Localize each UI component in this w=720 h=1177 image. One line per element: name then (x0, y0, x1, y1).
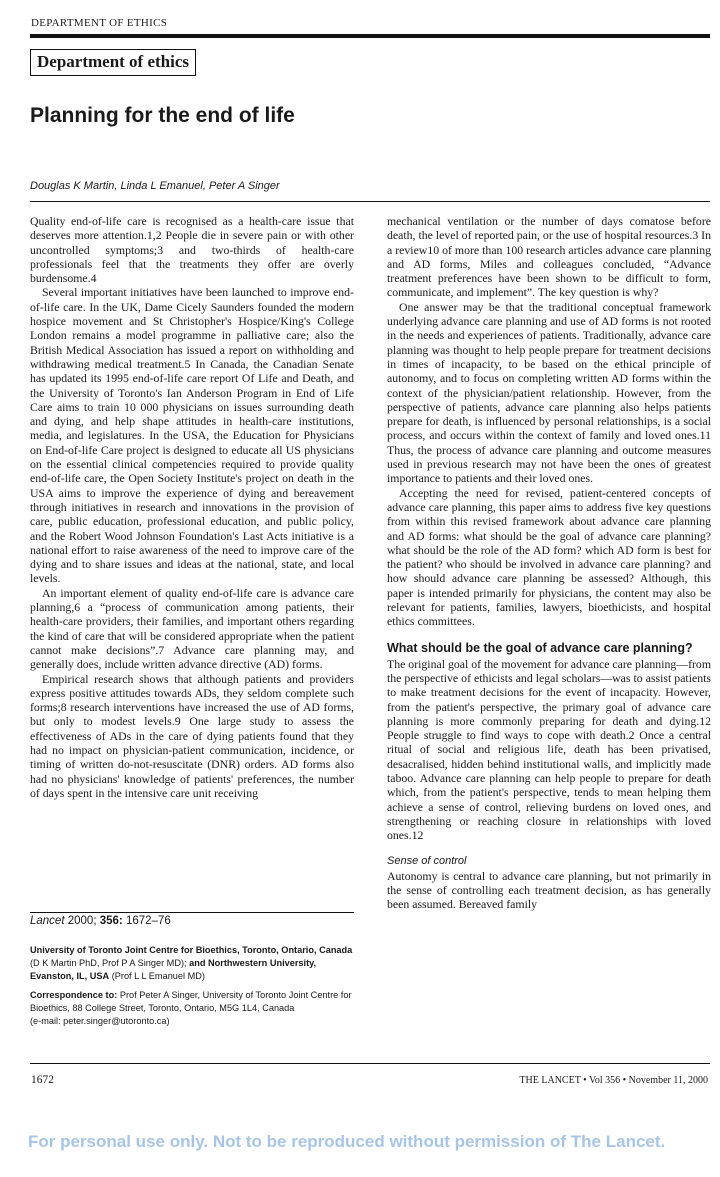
subsection-heading: Sense of control (387, 855, 467, 868)
paragraph: Quality end-of-life care is recognised as a health-care issue that deserves more attention.1,2 People die in severe pain or with other uncontrolled symptoms;3 and two-thirds of health-care professionals feel that the treatments they offer are overly burdensome.4 (30, 214, 354, 286)
citation-volume: 356: (99, 915, 123, 927)
footer-rule (30, 1063, 710, 1064)
paragraph: One answer may be that the traditional conceptual framework underlying advance care planning and use of AD forms is not rooted in the needs and experiences of patients. Traditionally, advance care planning was thought to help people prepare for treatment decisions in times of incapacity, to be based on the ethical principle of autonomy, and to focus on completing written AD forms within the context of the physician/patient relationship. However, from the perspective of patients, advance care planning also helps patients prepare for death, is influenced by personal relationships, is a social process, and occurs within the context of family and loved ones.11 Thus, the process of advance care planning and outcome measures used in previous research may not have been the ones of greatest importance to patients and their loved ones. (387, 299, 711, 486)
footnote-rule (30, 912, 354, 913)
journal-footer: THE LANCET • Vol 356 • November 11, 2000 (519, 1075, 708, 1086)
paragraph: mechanical ventilation or the number of days comatose before death, the level of reported pain, or the use of hospital resources.3 In a review10 of more than 100 research articles advance care planning and AD forms, Miles and colleagues concluded, “Advance treatment preferences have been shown to be difficult to form, communicate, and implement”. The key question is why? (387, 214, 711, 300)
section-label-box: Department of ethics (30, 49, 196, 76)
top-rule (30, 34, 710, 38)
header-divider (30, 201, 710, 202)
affiliation-northwestern-people: (Prof L L Emanuel MD) (111, 971, 205, 982)
article-title: Planning for the end of life (30, 104, 295, 127)
citation-journal: Lancet (30, 915, 65, 927)
affiliation-northwestern: Northwestern University, Evanston, IL, USA (30, 958, 317, 982)
paragraph: Several important initiatives have been launched to improve end-of-life care. In the UK, Dame Cicely Saunders founded the modern hospice movement and St Christopher's Hospice/King's College London remains a model programme in palliative care; also the British Medical Association has issued a report on withholding and withdrawing medical treatment.5 In Canada, the Canadian Senate has updated its 1995 end-of-life care report Of Life and Death, and the University of Toronto's Ian Anderson Program in End of Life Care aims to train 10 000 physicians on issues surrounding death and dying, and help shape attitudes in health-care institutions, media, and legislatures. In the USA, the Education for Physicians on End-of-life Care project is designed to educate all US physicians on the essential clinical competencies required to provide quality end-of-life care, the Open Society Institute's project on death in the USA aims to improve the experience of dying and bereavement through initiatives in research and innovations in the provision of care, public education, professional education, and public policy, and the Robert Wood Johnson Foundation's Last Acts initiative is a national effort to raise awareness of the need to improve care of the dying and to share issues and ideas at the national, state, and local levels. (30, 285, 354, 586)
citation (30, 915, 171, 927)
paragraph: Autonomy is central to advance care planning, but not primarily in the sense of controlling each treatment decision, as has generally been assumed. Bereaved family (387, 868, 711, 912)
citation-pages: 1672–76 (125, 915, 171, 927)
correspondence-label: Correspondence to: (30, 990, 118, 1000)
citation-year: 2000; (67, 915, 97, 927)
correspondence (30, 989, 360, 1029)
page-number: 1672 (31, 1074, 54, 1086)
paragraph: The original goal of the movement for advance care planning—from the perspective of ethicists and legal scholars—was to assist patients to make treatment decisions for the event of incapacity. However, from the patient's perspective, the primary goal of advance care planning is more commonly preparing for death and dying.12 People struggle to find ways to cope with death.2 Once a central ritual of social and religious life, death has been privatised, desacralised, hidden behind institutional walls, and implicitly made taboo. Advance care planning can help people to prepare for death which, from the patient's perspective, tends to mean helping them achieve a sense of control, relieving burdens on loved ones, and strengthening or reaching closure in relationships with loved ones.12 (387, 656, 711, 843)
paragraph: An important element of quality end-of-life care is advance care planning,6 a “process of communication among patients, their health-care providers, their families, and important others regarding the kind of care that will be considered appropriate when the patient cannot make decisions”.7 Advance care planning may, and generally does, include written advance directive (AD) forms. (30, 585, 354, 672)
affiliation-toronto-people: (D K Martin PhD, Prof P A Singer MD); (30, 958, 187, 969)
affiliations (30, 944, 360, 984)
left-column (30, 214, 354, 909)
right-column (387, 214, 711, 1048)
author-line: Douglas K Martin, Linda L Emanuel, Peter A Singer (30, 180, 280, 192)
paragraph: Accepting the need for revised, patient-centered concepts of advance care planning, this paper aims to address five key questions from within this revised framework about advance care planning and AD forms: what should be the goal of advance care planning? what should be the role of the AD form? which AD form is best for the patient? who should be involved in advance care planning? and how should advance care planning be assessed? Although, this paper is intended primarily for physicians, the content may also be relevant for patients, families, lawyers, bioethicists, and hospital ethics committees. (387, 485, 711, 629)
affiliation-toronto: University of Toronto Joint Centre for Bioethics, Toronto, Ontario, Canada (30, 945, 353, 955)
correspondence-address: Prof Peter A Singer, University of Toronto Joint Centre for Bioethics, 88 College Street, Toronto, Ontario, M5G 1L4, Canada (30, 990, 352, 1014)
section-heading: What should be the goal of advance care planning? (387, 640, 693, 655)
paragraph: Empirical research shows that although patients and providers express positive attitudes towards ADs, they seldom complete such forms;8 research interventions have increased the use of AD forms, but only to modest levels.9 One large study to assess the effectiveness of ADs in the care of dying patients found that they had no impact on physician-patient communication, incidence, or timing of written do-not-resuscitate (DNR) orders. AD forms also had no physicians' knowledge of patients' preferences, the number of days spent in the intensive care unit receiving (30, 671, 354, 800)
watermark: For personal use only. Not to be reproduced without permission of The Lancet. (28, 1132, 666, 1151)
running-header: DEPARTMENT OF ETHICS (31, 17, 168, 29)
affiliation-and: and (189, 958, 206, 969)
correspondence-email: (e-mail: peter.singer@utoronto.ca) (30, 1016, 170, 1027)
